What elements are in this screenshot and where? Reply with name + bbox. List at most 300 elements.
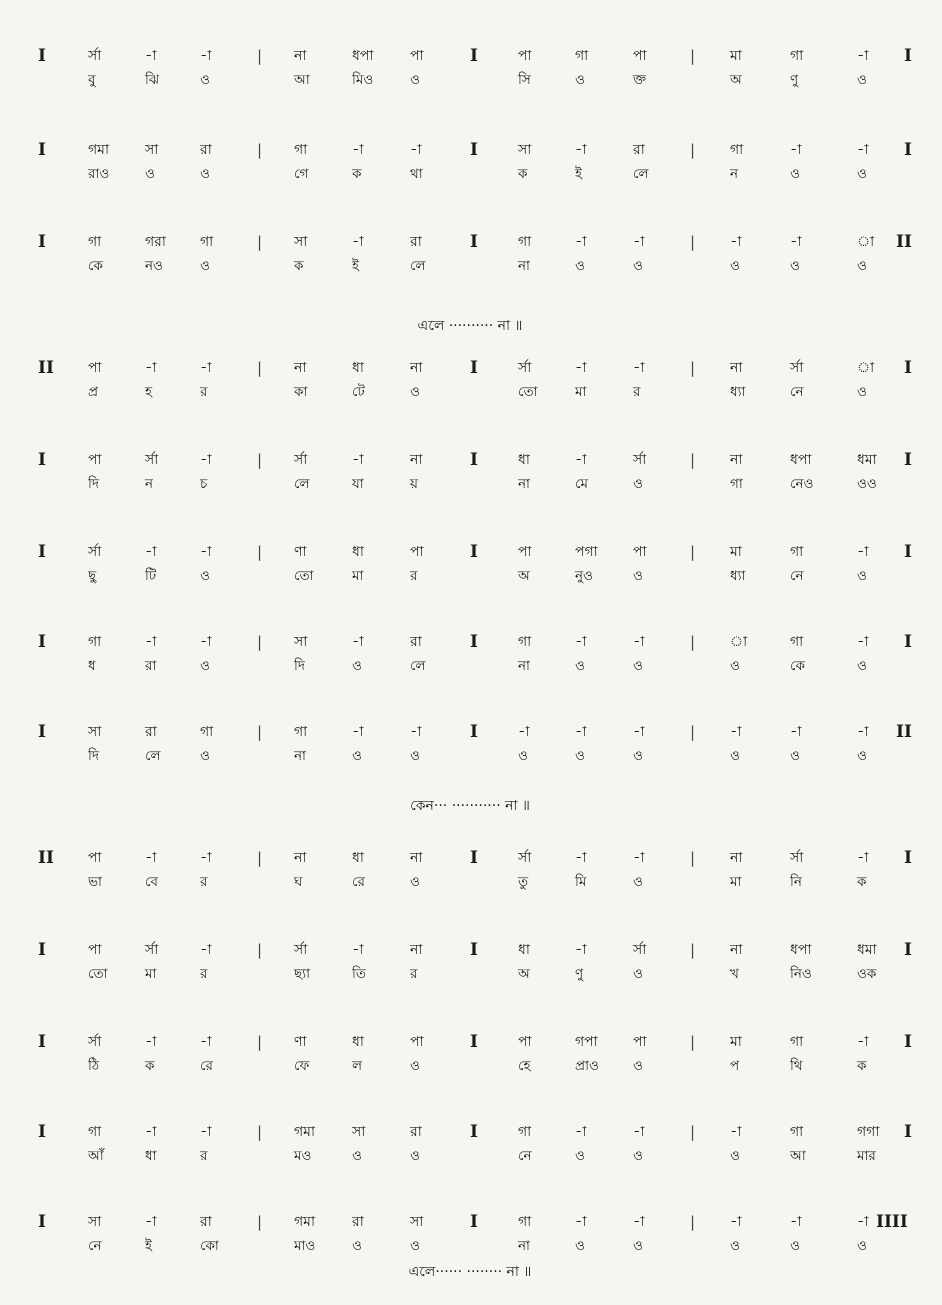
lyric-cell: মিও xyxy=(352,72,374,88)
lyrics-line xyxy=(0,70,942,90)
lyric-cell: ল xyxy=(352,1058,363,1074)
note-cell: -া xyxy=(352,634,364,650)
note-cell: র্সা xyxy=(145,942,159,958)
lyric-cell: ও xyxy=(730,658,740,674)
note-cell: -া xyxy=(633,1214,645,1230)
note-cell: -া xyxy=(200,942,212,958)
note-cell: গা xyxy=(518,1124,532,1140)
notes-line xyxy=(0,46,942,66)
note-cell: না xyxy=(410,360,423,376)
lyric-cell: নেও xyxy=(790,476,814,492)
lyric-cell: ও xyxy=(633,1058,643,1074)
barline: I xyxy=(470,450,478,470)
note-cell: রা xyxy=(145,724,157,740)
note-cell: গা xyxy=(518,234,532,250)
barline: I xyxy=(470,722,478,742)
note-cell: গমা xyxy=(88,142,110,158)
note-cell: সা xyxy=(410,1214,424,1230)
notation-row xyxy=(0,450,942,490)
end-barline: I xyxy=(904,632,912,652)
note-cell: -া xyxy=(200,1124,212,1140)
notation-row xyxy=(0,848,942,888)
note-cell: রা xyxy=(410,1124,422,1140)
start-barline: II xyxy=(38,358,54,378)
note-cell: -া xyxy=(145,544,157,560)
lyric-cell: আঁ xyxy=(88,1148,104,1164)
lyric-cell: ও xyxy=(352,748,362,764)
lyric-cell: লে xyxy=(294,476,310,492)
lyric-cell: ও xyxy=(200,72,210,88)
lyric-cell: বু xyxy=(88,72,96,88)
note-cell: গা xyxy=(88,1124,102,1140)
lyrics-line xyxy=(0,566,942,586)
lyrics-line xyxy=(0,1056,942,1076)
start-barline: I xyxy=(38,632,46,652)
lyric-cell: থা xyxy=(410,166,423,182)
end-barline: I xyxy=(904,1032,912,1052)
barline: I xyxy=(470,1212,478,1232)
end-barline: I xyxy=(904,940,912,960)
barline: | xyxy=(690,451,696,469)
lyric-cell: নিও xyxy=(790,966,812,982)
start-barline: I xyxy=(38,140,46,160)
barline: | xyxy=(690,633,696,651)
note-cell: র্সা xyxy=(88,544,102,560)
notation-row xyxy=(0,1032,942,1072)
note-cell: গা xyxy=(790,1034,804,1050)
lyric-cell: ও xyxy=(730,258,740,274)
lyric-cell: টি xyxy=(145,568,157,584)
lyric-cell: ক xyxy=(145,1058,155,1074)
barline: | xyxy=(690,47,696,65)
note-cell: -া xyxy=(200,360,212,376)
lyric-cell: ই xyxy=(352,258,360,274)
notation-row xyxy=(0,542,942,582)
note-cell: পা xyxy=(633,544,647,560)
lyric-cell: ক xyxy=(518,166,528,182)
start-barline: I xyxy=(38,46,46,66)
note-cell: -া xyxy=(145,360,157,376)
lyric-cell: ও xyxy=(575,658,585,674)
lyric-cell: ণু xyxy=(575,966,584,982)
end-barline: I xyxy=(904,1122,912,1142)
lyric-cell: কে xyxy=(790,658,805,674)
note-cell: র্সা xyxy=(294,942,308,958)
lyric-cell: ঝি xyxy=(145,72,160,88)
note-cell: -া xyxy=(200,48,212,64)
note-cell: -া xyxy=(200,1034,212,1050)
lyric-cell: রাও xyxy=(88,166,110,182)
lyric-cell: ন xyxy=(730,166,739,182)
end-barline: II xyxy=(896,232,912,252)
note-cell: না xyxy=(294,360,307,376)
note-cell: ধা xyxy=(352,850,364,866)
note-cell: রা xyxy=(410,234,422,250)
lyric-cell: ও xyxy=(200,568,210,584)
note-cell: পা xyxy=(518,1034,532,1050)
note-cell: ধা xyxy=(352,544,364,560)
notation-row xyxy=(0,140,942,180)
lyric-cell: মাও xyxy=(294,1238,316,1254)
barline: | xyxy=(257,47,263,65)
note-cell: ধা xyxy=(518,942,530,958)
note-cell: সা xyxy=(294,634,308,650)
note-cell: -া xyxy=(200,544,212,560)
lyric-cell: ও xyxy=(633,476,643,492)
lyric-cell: নি xyxy=(790,874,802,890)
barline: I xyxy=(470,140,478,160)
note-cell: সা xyxy=(518,142,532,158)
start-barline: I xyxy=(38,1212,46,1232)
start-barline: I xyxy=(38,940,46,960)
lyric-cell: নে xyxy=(88,1238,102,1254)
lyric-cell: গে xyxy=(294,166,309,182)
note-cell: -া xyxy=(200,850,212,866)
lyric-cell: তো xyxy=(294,568,314,584)
note-cell: গমা xyxy=(294,1214,316,1230)
note-cell: পা xyxy=(88,850,102,866)
lyric-cell: আ xyxy=(294,72,310,88)
note-cell: -া xyxy=(575,724,587,740)
notes-line xyxy=(0,450,942,470)
lyric-cell: ধা xyxy=(145,1148,157,1164)
lyric-cell: র xyxy=(633,384,641,400)
note-cell: রা xyxy=(633,142,645,158)
note-cell: গা xyxy=(88,234,102,250)
lyrics-line xyxy=(0,1146,942,1166)
lyric-cell: অ xyxy=(518,568,530,584)
note-cell: র্সা xyxy=(518,360,532,376)
barline: | xyxy=(257,141,263,159)
end-barline: I xyxy=(904,848,912,868)
note-cell: র্সা xyxy=(145,452,159,468)
notes-line xyxy=(0,632,942,652)
lyric-cell: ঘ xyxy=(294,874,303,890)
lyric-cell: অ xyxy=(518,966,530,982)
lyric-cell: মা xyxy=(352,568,364,584)
lyric-cell: ও xyxy=(410,1148,420,1164)
barline: | xyxy=(690,723,696,741)
note-cell: -া xyxy=(857,544,869,560)
barline: I xyxy=(470,358,478,378)
barline: I xyxy=(470,232,478,252)
lyric-cell: ও xyxy=(200,258,210,274)
note-cell: -া xyxy=(352,452,364,468)
lyric-cell: ধ্যা xyxy=(730,568,746,584)
lyric-cell: ও xyxy=(790,258,800,274)
note-cell: ধমা xyxy=(857,942,877,958)
barline: | xyxy=(690,1033,696,1051)
note-cell: -া xyxy=(575,634,587,650)
lyric-cell: ও xyxy=(633,568,643,584)
barline: I xyxy=(470,46,478,66)
note-cell: -া xyxy=(730,1124,742,1140)
lyric-cell: ও xyxy=(730,1148,740,1164)
note-cell: গা xyxy=(200,724,214,740)
note-cell: -া xyxy=(857,1034,869,1050)
note-cell: রা xyxy=(200,1214,212,1230)
note-cell: র্সা xyxy=(790,360,804,376)
note-cell: সা xyxy=(88,1214,102,1230)
lyric-cell: না xyxy=(518,1238,530,1254)
note-cell: -া xyxy=(145,850,157,866)
note-cell: গা xyxy=(518,634,532,650)
notes-line xyxy=(0,848,942,868)
refrain-text: এলে······ ········ না ॥ xyxy=(408,1264,532,1280)
notation-row xyxy=(0,46,942,86)
notation-row xyxy=(0,940,942,980)
lyric-cell: না xyxy=(518,658,530,674)
start-barline: II xyxy=(38,848,54,868)
note-cell: র্সা xyxy=(88,1034,102,1050)
barline: | xyxy=(257,543,263,561)
note-cell: -া xyxy=(633,634,645,650)
note-cell: -া xyxy=(352,142,364,158)
lyric-cell: য় xyxy=(410,476,418,492)
lyric-cell: র xyxy=(410,568,418,584)
note-cell: র্সা xyxy=(790,850,804,866)
lyric-cell: ধ্যা xyxy=(730,384,746,400)
barline: | xyxy=(690,849,696,867)
note-cell: গমা xyxy=(294,1124,316,1140)
lyric-cell: রে xyxy=(352,874,365,890)
notation-row xyxy=(0,1212,942,1252)
lyric-cell: ন xyxy=(145,476,154,492)
lyric-cell: চ xyxy=(200,476,208,492)
note-cell: গা xyxy=(790,544,804,560)
note-cell: গা xyxy=(88,634,102,650)
note-cell: মা xyxy=(730,1034,742,1050)
note-cell: না xyxy=(410,942,423,958)
note-cell: গা xyxy=(294,724,308,740)
lyric-cell: ও xyxy=(857,658,867,674)
notes-line xyxy=(0,542,942,562)
note-cell: পা xyxy=(633,1034,647,1050)
note-cell: ধা xyxy=(352,1034,364,1050)
lyric-cell: মা xyxy=(145,966,157,982)
lyric-cell: র xyxy=(200,874,208,890)
note-cell: -া xyxy=(857,724,869,740)
lyric-cell: ও xyxy=(633,658,643,674)
note-cell: -া xyxy=(633,724,645,740)
lyric-cell: ণু xyxy=(790,72,799,88)
note-cell: -া xyxy=(857,48,869,64)
lyric-cell: ও xyxy=(410,384,420,400)
note-cell: ণা xyxy=(294,1034,307,1050)
note-cell: গা xyxy=(200,234,214,250)
notes-line xyxy=(0,1122,942,1142)
note-cell: না xyxy=(410,850,423,866)
barline: | xyxy=(257,1213,263,1231)
lyric-cell: ও xyxy=(633,1238,643,1254)
note-cell: -া xyxy=(857,142,869,158)
lyrics-line xyxy=(0,382,942,402)
lyric-cell: না xyxy=(518,476,530,492)
note-cell: পা xyxy=(88,360,102,376)
note-cell: পা xyxy=(88,942,102,958)
lyric-cell: র xyxy=(200,966,208,982)
lyric-cell: ও xyxy=(200,658,210,674)
note-cell: রা xyxy=(410,634,422,650)
start-barline: I xyxy=(38,542,46,562)
note-cell: -া xyxy=(352,942,364,958)
lyric-cell: ও xyxy=(857,568,867,584)
lyric-cell: কো xyxy=(200,1238,219,1254)
lyric-cell: ঠি xyxy=(88,1058,100,1074)
lyric-cell: তু xyxy=(518,874,529,890)
end-barline: IIII xyxy=(876,1212,908,1232)
barline: | xyxy=(257,451,263,469)
lyric-cell: বে xyxy=(145,874,158,890)
note-cell: -া xyxy=(633,234,645,250)
note-cell: না xyxy=(730,452,743,468)
lyric-cell: ও xyxy=(857,258,867,274)
note-cell: না xyxy=(410,452,423,468)
lyric-cell: না xyxy=(518,258,530,274)
note-cell: পা xyxy=(518,48,532,64)
barline: | xyxy=(257,941,263,959)
note-cell: -া xyxy=(352,724,364,740)
note-cell: পা xyxy=(410,48,424,64)
notation-row xyxy=(0,232,942,272)
barline: I xyxy=(470,1122,478,1142)
lyric-cell: ও xyxy=(145,166,155,182)
lyric-cell: ওও xyxy=(857,476,877,492)
barline: | xyxy=(257,1123,263,1141)
lyric-cell: ভা xyxy=(88,874,102,890)
note-cell: সা xyxy=(145,142,159,158)
lyric-cell: ও xyxy=(633,748,643,764)
note-cell: র্সা xyxy=(88,48,102,64)
note-cell: না xyxy=(730,360,743,376)
lyric-cell: ও xyxy=(633,874,643,890)
note-cell: পা xyxy=(518,544,532,560)
notes-line xyxy=(0,232,942,252)
lyric-cell: ধ xyxy=(88,658,96,674)
lyric-cell: ও xyxy=(410,1238,420,1254)
note-cell: -া xyxy=(633,850,645,866)
lyric-cell: হে xyxy=(518,1058,531,1074)
lyric-cell: ও xyxy=(200,748,210,764)
lyric-cell: নও xyxy=(145,258,163,274)
note-cell: রা xyxy=(352,1214,364,1230)
note-cell: গা xyxy=(730,142,744,158)
note-cell: -া xyxy=(633,1124,645,1140)
end-barline: I xyxy=(904,46,912,66)
note-cell: ধপা xyxy=(790,942,812,958)
note-cell: ধা xyxy=(352,360,364,376)
notes-line xyxy=(0,722,942,742)
notes-line xyxy=(0,1212,942,1232)
note-cell: গা xyxy=(575,48,589,64)
barline: | xyxy=(690,1213,696,1231)
note-cell: -া xyxy=(790,234,802,250)
lyric-cell: নে xyxy=(790,568,804,584)
barline: I xyxy=(470,632,478,652)
lyric-cell: র xyxy=(200,1148,208,1164)
note-cell: -া xyxy=(790,142,802,158)
note-cell: ণা xyxy=(294,544,307,560)
note-cell: -া xyxy=(575,942,587,958)
start-barline: I xyxy=(38,722,46,742)
notation-row xyxy=(0,632,942,672)
note-cell: মা xyxy=(730,48,742,64)
lyric-cell: মা xyxy=(730,874,742,890)
note-cell: সা xyxy=(88,724,102,740)
note-cell: -া xyxy=(145,1214,157,1230)
note-cell: ধমা xyxy=(857,452,877,468)
lyrics-line xyxy=(0,656,942,676)
lyric-cell: আ xyxy=(790,1148,806,1164)
lyric-cell: যা xyxy=(352,476,364,492)
note-cell: া xyxy=(857,360,875,376)
lyric-cell: রা xyxy=(145,658,157,674)
lyric-cell: ও xyxy=(352,1238,362,1254)
barline: | xyxy=(690,359,696,377)
note-cell: -া xyxy=(410,142,422,158)
note-cell: -া xyxy=(575,234,587,250)
barline: I xyxy=(470,848,478,868)
note-cell: পগা xyxy=(575,544,598,560)
lyric-cell: ও xyxy=(633,966,643,982)
lyric-cell: ফে xyxy=(294,1058,310,1074)
refrain-text: এলে ·········· না ॥ xyxy=(417,318,523,334)
barline: I xyxy=(470,1032,478,1052)
lyric-cell: লে xyxy=(633,166,649,182)
note-cell: র্সা xyxy=(518,850,532,866)
lyric-cell: ও xyxy=(790,166,800,182)
note-cell: -া xyxy=(352,234,364,250)
lyric-cell: সি xyxy=(518,72,531,88)
lyric-cell: ও xyxy=(410,874,420,890)
notes-line xyxy=(0,1032,942,1052)
lyric-cell: দি xyxy=(294,658,305,674)
lyric-cell: নুও xyxy=(575,568,593,584)
barline: | xyxy=(257,359,263,377)
note-cell: ধপা xyxy=(352,48,374,64)
note-cell: পা xyxy=(88,452,102,468)
note-cell: -া xyxy=(518,724,530,740)
note-cell: ধপা xyxy=(790,452,812,468)
note-cell: -া xyxy=(790,724,802,740)
note-cell: -া xyxy=(575,360,587,376)
note-cell: পা xyxy=(410,544,424,560)
lyric-cell: লে xyxy=(410,658,426,674)
note-cell: না xyxy=(730,850,743,866)
lyric-cell: ও xyxy=(410,72,420,88)
lyric-cell: ক xyxy=(857,874,867,890)
note-cell: -া xyxy=(730,234,742,250)
note-cell: পা xyxy=(410,1034,424,1050)
lyric-cell: ও xyxy=(575,258,585,274)
lyric-cell: ও xyxy=(790,748,800,764)
lyric-cell: কে xyxy=(88,258,103,274)
note-cell: -া xyxy=(857,634,869,650)
note-cell: -া xyxy=(730,724,742,740)
lyric-cell: প্র xyxy=(88,384,99,400)
notation-row xyxy=(0,722,942,762)
note-cell: -া xyxy=(575,142,587,158)
note-cell: -া xyxy=(633,360,645,376)
lyric-cell: ই xyxy=(575,166,583,182)
end-barline: II xyxy=(896,722,912,742)
note-cell: -া xyxy=(857,850,869,866)
lyric-cell: নে xyxy=(790,384,804,400)
note-cell: -া xyxy=(790,1214,802,1230)
barline: | xyxy=(690,543,696,561)
lyric-cell: লে xyxy=(145,748,161,764)
lyrics-line xyxy=(0,746,942,766)
